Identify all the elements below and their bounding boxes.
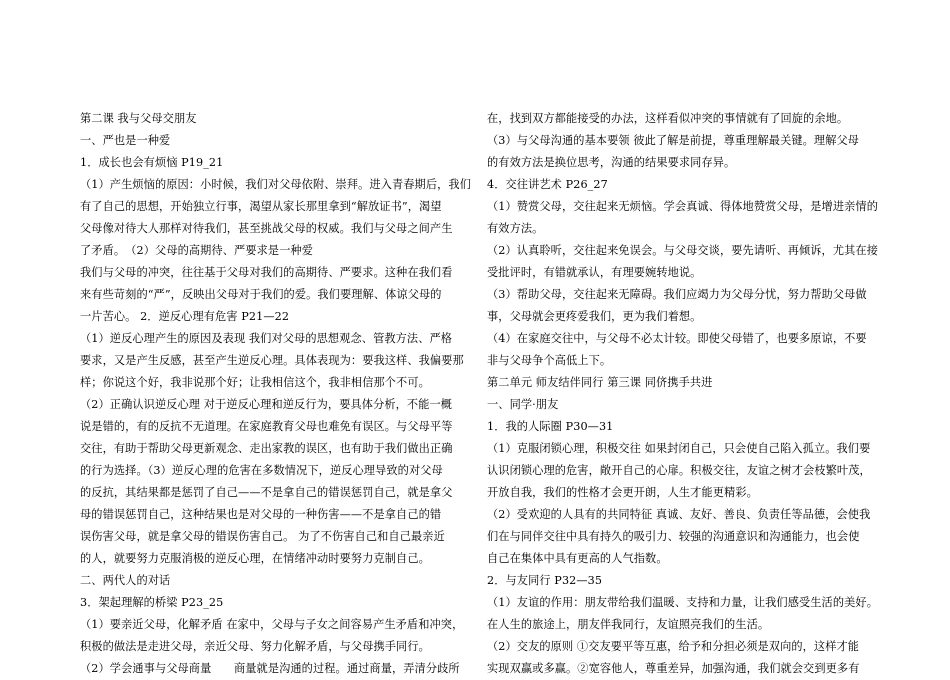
- left-text-line: 的人，就要努力克服消极的逆反心理，在情绪冲动时要努力克制自己。: [80, 552, 430, 565]
- right-text-line: （1）克服闭锁心理，积极交往 如果封闭自己，只会使自己陷入孤立。我们要: [487, 442, 871, 455]
- left-text-line: 父母像对待大人那样对待我们，甚至挑战父母的权威。我们与父母之间产生: [80, 222, 453, 235]
- left-text-line: （1）逆反心理产生的原因及表现 我们对父母的思想观念、管教方法、严格: [80, 332, 453, 345]
- left-text-line: 来有些苛刻的“严”，反映出父母对于我们的爱。我们要理解、体谅父母的: [80, 288, 442, 301]
- left-text-line: 误伤害父母，就是拿父母的错误伤害自己。 为了不伤害自己和自己最亲近: [80, 530, 445, 543]
- right-text-line: （1）友谊的作用：朋友带给我们温暖、支持和力量，让我们感受生活的美好。: [487, 596, 878, 609]
- right-text-line: 1．我的人际圈 P30—31: [487, 420, 614, 433]
- right-text-line: （1）赞赏父母，交往起来无烦恼。学会真诚、得体地赞赏父母，是增进亲情的: [487, 200, 878, 213]
- right-text-line: 实现双赢或多赢。②宽容他人，尊重差异，加强沟通，我们就会交到更多有: [487, 662, 860, 675]
- right-text-line: （3）帮助父母，交往起来无障碍。我们应竭力为父母分忧，努力帮助父母做: [487, 288, 867, 301]
- left-text-line: 积极的做法是走进父母，亲近父母、努力化解矛盾，与父母携手同行。: [80, 640, 430, 653]
- left-text-line: 我们与父母的冲突，往往基于父母对我们的高期待、严要求。这种在我们看: [80, 266, 453, 279]
- left-text-line: 3．架起理解的桥梁 P23_25: [80, 596, 224, 609]
- left-text-line: （2）正确认识逆反心理 对于逆反心理和逆反行为，要具体分析，不能一概: [80, 398, 453, 411]
- right-text-line: 一、同学·朋友: [487, 398, 559, 411]
- right-text-line: 非与父母争个高低上下。: [487, 354, 612, 367]
- right-text-line: 有效方法。: [487, 222, 544, 235]
- right-text-line: （3）与父母沟通的基本要领 彼此了解是前提，尊重理解最关键。理解父母: [487, 134, 860, 147]
- left-text-line: （2）学会通事与父母商量 商量就是沟通的过程。通过商量，弄清分歧所: [80, 662, 460, 675]
- right-text-line: （4）在家庭交往中，与父母不必太计较。即使父母错了，也要多原谅，不要: [487, 332, 867, 345]
- right-text-line: 在，找到双方都能接受的办法，这样看似冲突的事情就有了回旋的余地。: [487, 112, 849, 125]
- left-text-line: 要求，又是产生反感，甚至产生逆反心理。具体表现为：要我这样、我偏要那: [80, 354, 464, 367]
- left-text-line: 交往，有助于帮助父母更新观念、走出家教的误区，也有助于我们做出正确: [80, 442, 453, 455]
- left-text-line: 样；你说这个好，我非说那个好；让我相信这个，我非相信那个不可。: [80, 376, 430, 389]
- left-text-line: 二、两代人的对话: [80, 574, 171, 587]
- left-text-line: 母的错误惩罚自己，这种结果也是对父母的一种伤害——不是拿自己的错: [80, 508, 442, 521]
- left-text-line: 1．成长也会有烦恼 P19_21: [80, 156, 224, 169]
- left-column: [80, 108, 470, 680]
- right-text-line: 开放自我，我们的性格才会更开朗，人生才能更精彩。: [487, 486, 758, 499]
- right-text-line: （2）交友的原则 ①交友要平等互惠，给予和分担必须是双向的，这样才能: [487, 640, 860, 653]
- left-text-line: 的行为选择。（3）逆反心理的危害在多数情况下，逆反心理导致的对父母: [80, 464, 443, 477]
- right-text-line: 的有效方法是换位思考，沟通的结果要求同存异。: [487, 156, 736, 169]
- right-text-line: 自己在集体中具有更高的人气指数。: [487, 552, 668, 565]
- right-text-line: （2）认真聆听，交往起来免误会。与父母交谈，要先请听、再倾诉，尤其在接: [487, 244, 878, 257]
- right-text-line: 们在与同伴交往中具有持久的吸引力、较强的沟通意识和沟通能力，也会使: [487, 530, 860, 543]
- left-text-line: 了矛盾。 （2）父母的高期待、严要求是一种爱: [80, 244, 314, 257]
- right-text-line: 受批评时，有错就承认，有理要婉转地说。: [487, 266, 702, 279]
- right-column: [487, 108, 877, 680]
- left-text-line: 的反抗，其结果都是惩罚了自己——不是拿自己的错误惩罚自己，就是拿父: [80, 486, 453, 499]
- left-text-line: 有了自己的思想，开始独立行事，渴望从家长那里拿到“解放证书”，渴望: [80, 200, 442, 213]
- left-text-line: 一、严也是一种爱: [80, 134, 171, 147]
- right-text-line: 在人生的旅途上，朋友伴我同行，友谊照亮我们的生活。: [487, 618, 770, 631]
- left-text-line: （1）产生烦恼的原因：小时候，我们对父母依附、崇拜。进入青春期后，我们: [80, 178, 471, 191]
- right-text-line: 事，父母就会更疼爱我们，更为我们着想。: [487, 310, 702, 323]
- left-text-line: 说是错的，有的反抗不无道理。在家庭教育父母也难免有误区。与父母平等: [80, 420, 453, 433]
- right-text-line: 4．交往讲艺术 P26_27: [487, 178, 608, 191]
- right-text-line: 2．与友同行 P32—35: [487, 574, 603, 587]
- left-text-line: 第二课 我与父母交朋友: [80, 112, 197, 125]
- left-text-line: （1）要亲近父母，化解矛盾 在家中，父母与子女之间容易产生矛盾和冲突，: [80, 618, 464, 631]
- left-text-line: 一片苦心。 2．逆反心理有危害 P21—22: [80, 310, 290, 323]
- right-text-line: 第二单元 师友结伴同行 第三课 同侪携手共进: [487, 376, 713, 389]
- right-text-line: 认识闭锁心理的危害，敞开自己的心扉。积极交往，友谊之树才会枝繁叶茂，: [487, 464, 871, 477]
- right-text-line: （2）受欢迎的人具有的共同特征 真诚、友好、善良、负责任等品德，会使我: [487, 508, 871, 521]
